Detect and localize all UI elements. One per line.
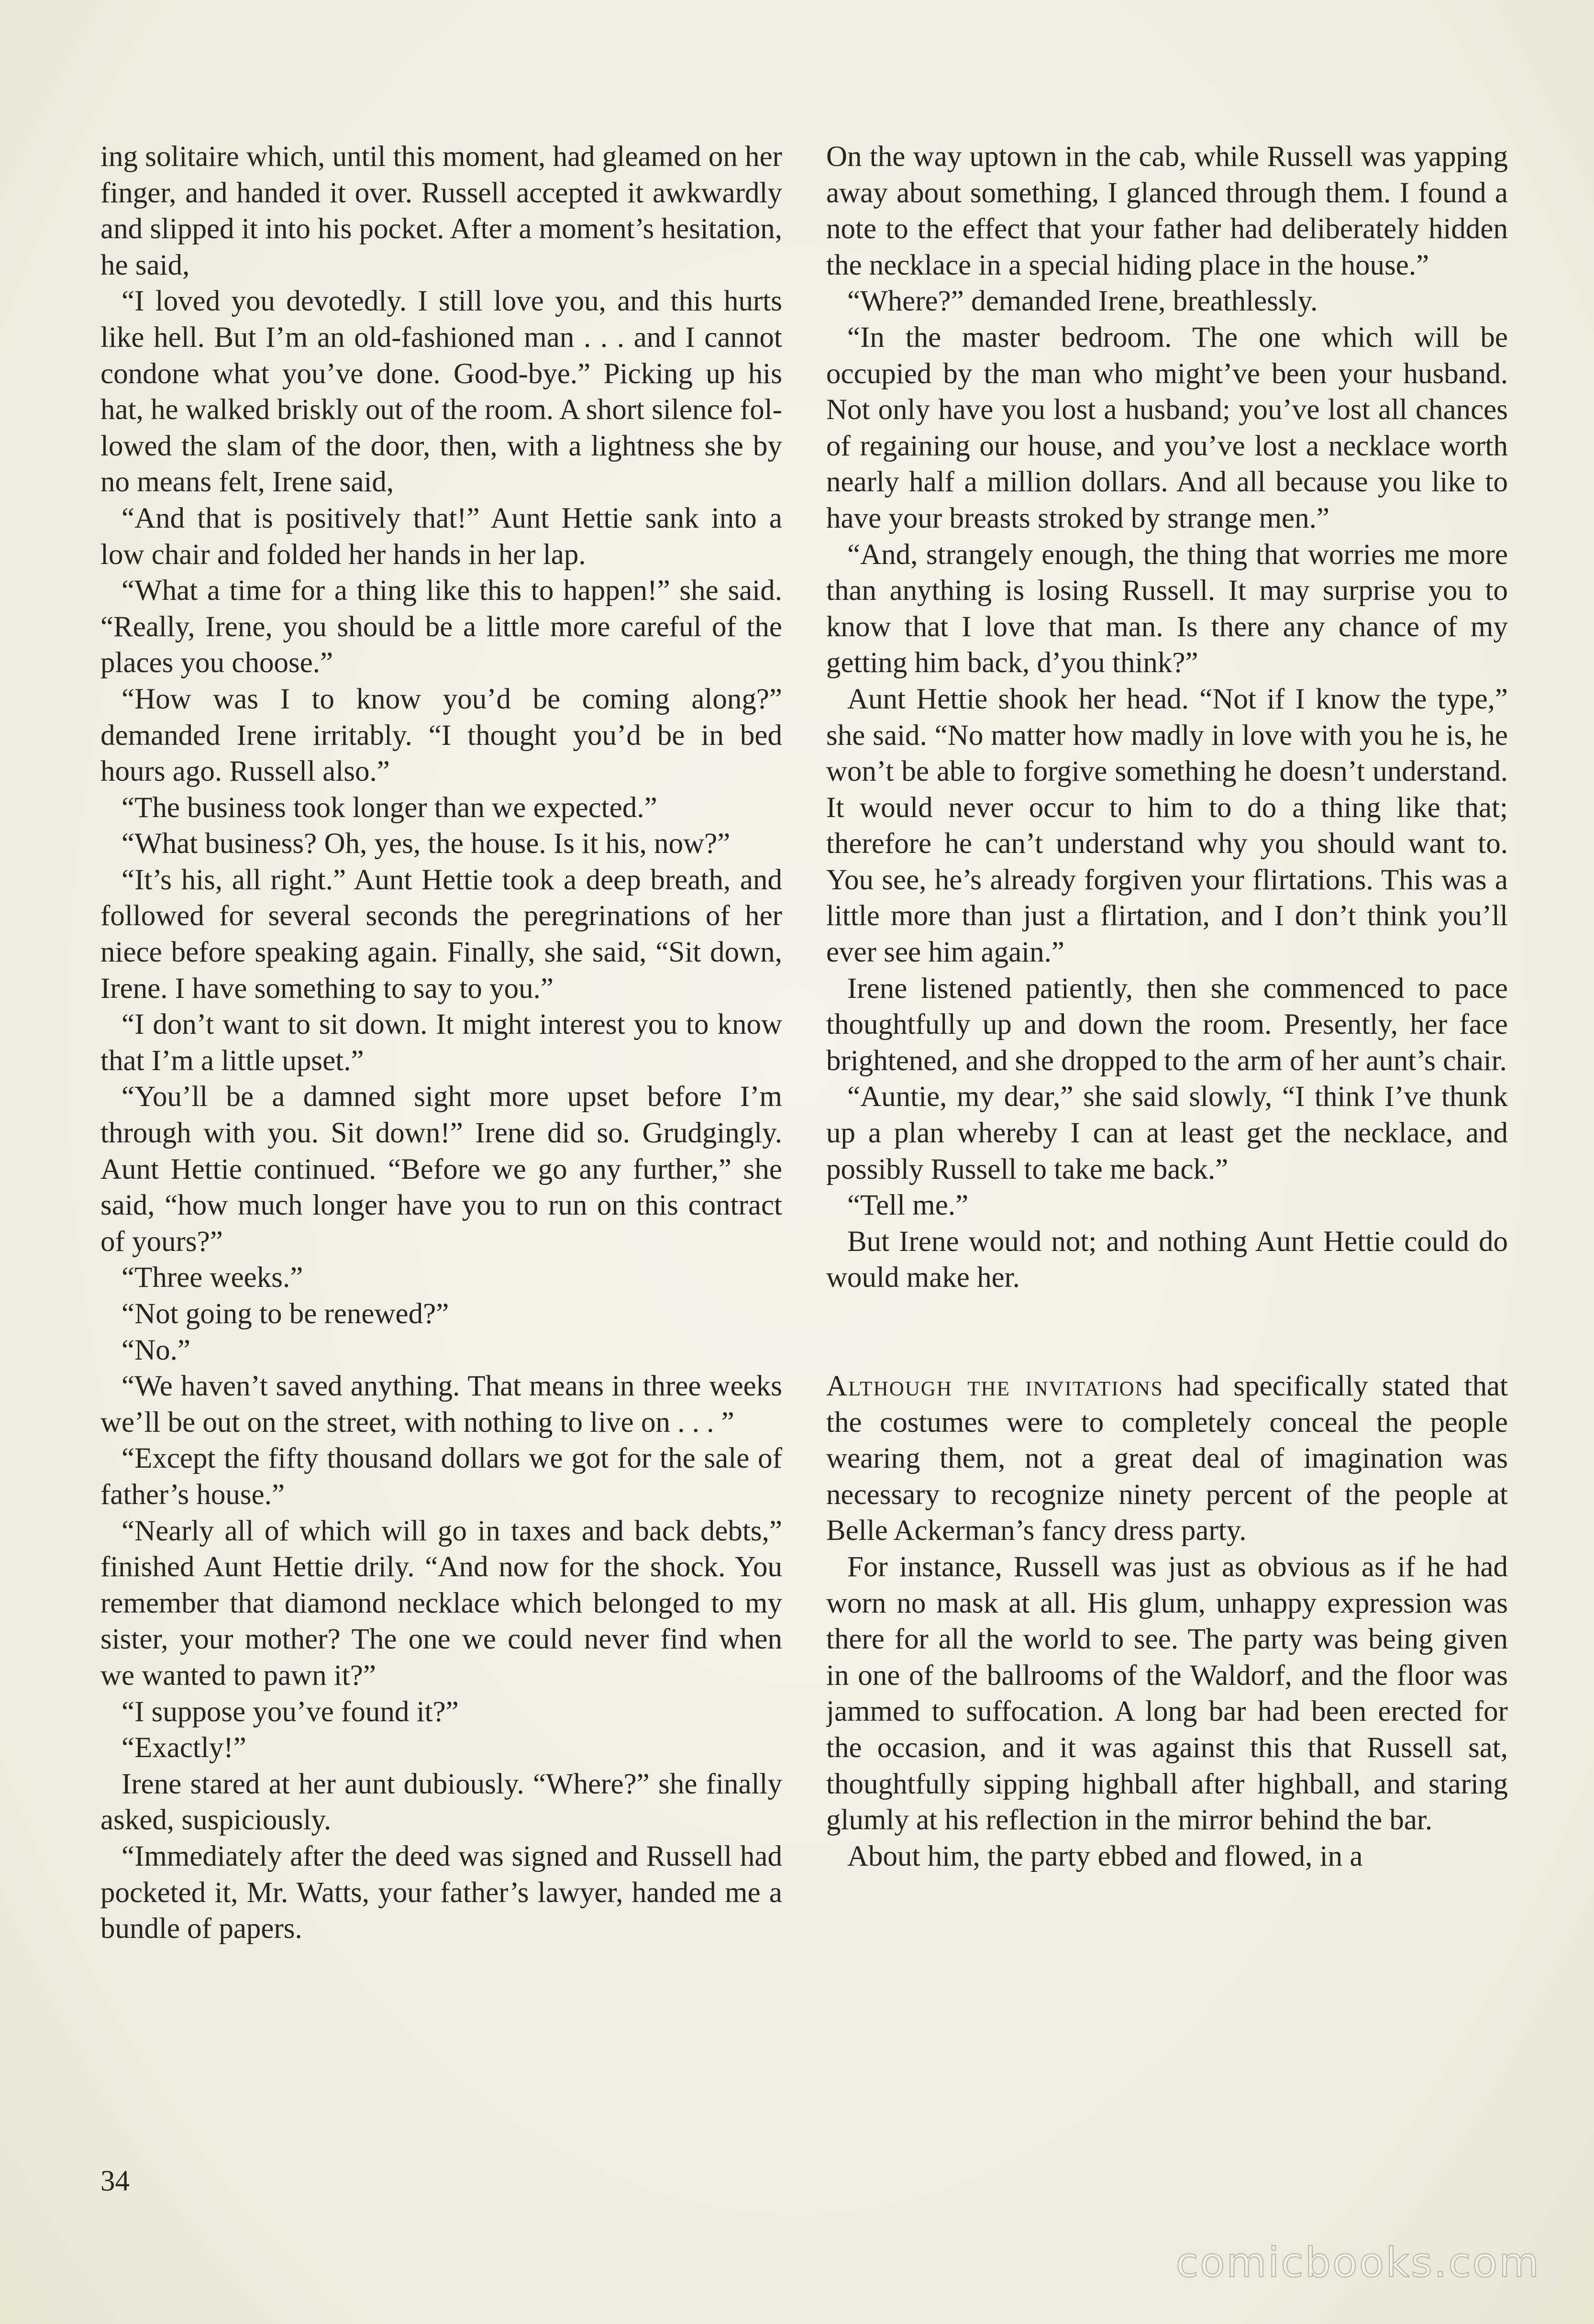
paragraph: “You’ll be a damned sight more upset before I’m through with you. Sit down!” Irene did so. Grudgingly. Aunt Hettie continued. “Before we go any further,” she said, “how much longer have you to run on this contract of yours?” [100, 1081, 782, 1258]
paragraph: “Not going to be renewed?” [122, 1298, 449, 1330]
paragraph: “No.” [122, 1334, 190, 1366]
site-watermark: comicbooks.com [1175, 2239, 1540, 2287]
section-opening-paragraph [826, 1368, 1508, 1549]
paragraph: “We haven’t saved anything. That means in three weeks we’ll be out on the street, with nothing to live on . . . ” [100, 1370, 782, 1439]
paragraph: “I suppose you’ve found it?” [122, 1695, 459, 1728]
paragraph: But Irene would not; and nothing Aunt Hettie could do would make her. [826, 1225, 1508, 1294]
paragraph: “And that is positively that!” Aunt Hettie sank into a low chair and folded her hands in her lap. [100, 502, 782, 571]
paragraph: “It’s his, all right.” Aunt Hettie took a deep breath, and followed for several seconds the peregrinations of her niece before speaking again. Finally, she said, “Sit down, Irene. I have something to say to you.” [100, 863, 782, 1005]
paragraph: “What a time for a thing like this to happen!” she said. “Really, Irene, you should be a little more careful of the places you choose.” [100, 575, 782, 679]
paragraph: “Tell me.” [847, 1189, 969, 1222]
paragraph: “I loved you devotedly. I still love you, and this hurts like hell. But I’m an old-fashioned man . . . and I cannot condone what you’ve done. Good-bye.” Picking up his hat, he walked briskly out of the room. A short silence followed the slam of the door, then, with a lightness she by no means felt, Irene said, [100, 285, 782, 498]
section-lead-in: Although the invitations [826, 1370, 1163, 1402]
paragraph: “Where?” demanded Irene, breathlessly. [847, 285, 1318, 318]
paragraph: “Three weeks.” [122, 1262, 303, 1294]
paragraph: “I don’t want to sit down. It might interest you to know that I’m a little upset.” [100, 1008, 782, 1077]
paragraph: “Except the fifty thousand dollars we got for the sale of father’s house.” [100, 1442, 782, 1511]
paragraph: Aunt Hettie shook her head. “Not if I know the type,” she said. “No matter how madly in love with you he is, he won’t be able to forgive something he doesn’t understand. It would never occur to him to do a thing like that; therefore he can’t understand why you should want to. You see, he’s already forgiven your flirtations. This was a little more than just a flirtation, and I don’t think you’ll ever see him again.” [826, 683, 1508, 969]
paragraph: “Nearly all of which will go in taxes and back debts,” finished Aunt Hettie drily. “And now for the shock. You remember that diamond necklace which belonged to my sister, your mother? The one we could never find when we wanted to pawn it?” [100, 1515, 782, 1692]
right-text-column [826, 139, 1508, 2004]
paragraph: “In the master bedroom. The one which will be occupied by the man who might’ve been your husband. Not only have you lost a husband; you’ve lost all chances of regaining our house, and you’ve lost a necklace worth nearly half a million dollars. And all because you like to have your breasts stroked by strange men.” [826, 321, 1508, 534]
left-text-column [100, 139, 782, 2004]
paragraph: “Immediately after the deed was signed and Russell had pocketed it, Mr. Watts, your father’s lawyer, handed me a bundle of papers. [100, 1840, 782, 1945]
paragraph: “And, strangely enough, the thing that worries me more than anything is losing Russell. It may surprise you to know that I love that man. Is there any chance of my getting him back, d’you think?” [826, 538, 1508, 679]
paragraph: “Exactly!” [122, 1732, 246, 1764]
paragraph: On the way uptown in the cab, while Russell was yapping away about something, I glanced through them. I found a note to the effect that your father had deliberately hidden the necklace in a special hiding place in the house.” [826, 141, 1508, 281]
paragraph: For instance, Russell was just as obvious as if he had worn no mask at all. His glum, unhappy expression was there for all the world to see. The party was being given in one of the ballrooms of the Waldorf, and the floor was jammed to suffocation. A long bar had been erected for the occasion, and it was against this that Russell sat, thoughtfully sipping highball after highball, and staring glumly at his reflection in the mirror behind the bar. [826, 1550, 1508, 1837]
page-number: 34 [100, 2165, 130, 2197]
paragraph: Irene listened patiently, then she commenced to pace thoughtfully up and down the room. Presently, her face brightened, and she dropped to the arm of her aunt’s chair. [826, 972, 1508, 1077]
paragraph: “The business took longer than we expected.” [122, 791, 657, 824]
paragraph: ing solitaire which, until this moment, had gleamed on her finger, and handed it over. Russell accepted it awkwardly and slipped it into his pocket. After a moment’s hesitation, he said, [100, 141, 782, 281]
section-opening-text: had specifically stated that the costumes were to completely conceal the people wearing them, not a great deal of imagination was necessary to recognize ninety percent of the people at Belle Ackerman’s fancy dress party. [826, 1370, 1508, 1547]
paragraph: “How was I to know you’d be coming along?” demanded Irene irritably. “I thought you’d be in bed hours ago. Russell also.” [100, 683, 782, 788]
paragraph: Irene stared at her aunt dubiously. “Where?” she finally asked, suspiciously. [100, 1768, 782, 1837]
paragraph: “Auntie, my dear,” she said slowly, “I think I’ve thunk up a plan whereby I can at least get the necklace, and possibly Russell to take me back.” [826, 1081, 1508, 1185]
paragraph: About him, the party ebbed and flowed, in a [847, 1840, 1363, 1872]
paragraph: “What business? Oh, yes, the house. Is it his, now?” [122, 828, 731, 860]
